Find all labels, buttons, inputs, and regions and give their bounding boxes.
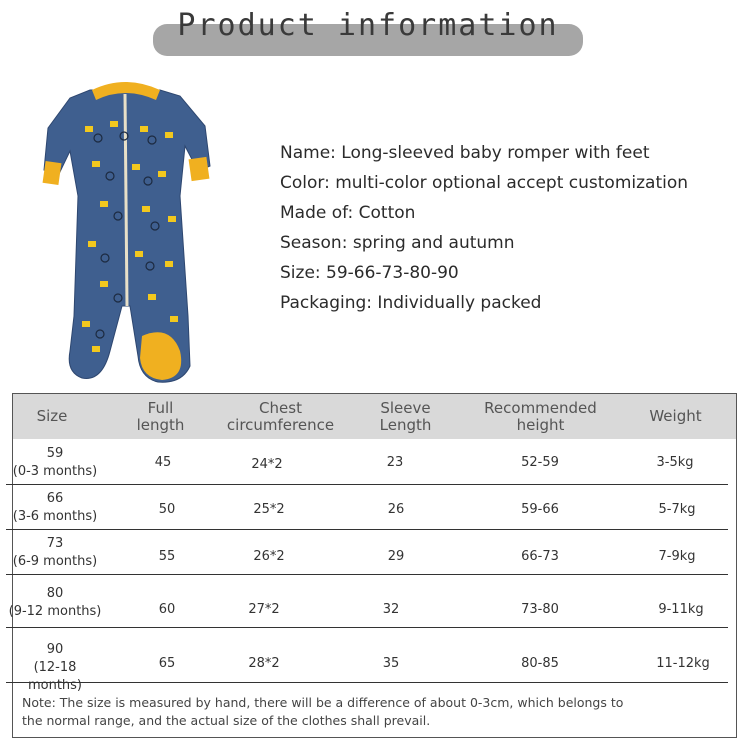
table-header (13, 394, 736, 439)
chest-value: 26*2 (253, 549, 285, 564)
chest-value: 24*2 (251, 457, 283, 472)
row-divider (6, 682, 728, 683)
header-weight: Weight (649, 407, 702, 425)
row-divider (6, 627, 728, 628)
height-value: 66-73 (521, 549, 559, 564)
spec-packaging: Packaging: Individually packed (280, 293, 542, 313)
sleeve-value: 35 (382, 656, 400, 671)
full-length-value: 50 (158, 502, 176, 517)
page-title: Product information (177, 8, 559, 43)
size-value: 66 (3-6 months) (12, 491, 98, 524)
weight-value: 9-11kg (658, 602, 704, 617)
size-value: 80 (9-12 months) (8, 586, 102, 619)
chest-value: 27*2 (248, 602, 280, 617)
sleeve-value: 29 (387, 549, 405, 564)
weight-value: 11-12kg (656, 656, 710, 671)
sleeve-value: 26 (387, 502, 405, 517)
header-full-length: Full length (136, 398, 185, 434)
height-value: 73-80 (521, 602, 559, 617)
size-value: 59 (0-3 months) (12, 446, 98, 479)
row-divider (6, 529, 728, 530)
sleeve-value: 23 (386, 455, 404, 470)
chest-value: 28*2 (248, 656, 280, 671)
size-note: Note: The size is measured by hand, there will be a difference of about 0-3cm, which belongs to the normal range, and the actual size of the clothes shall prevail. (22, 695, 624, 728)
product-specs (280, 140, 740, 320)
size-chart-table (12, 393, 737, 738)
size-value: 90 (12-18 months) (27, 642, 83, 693)
height-value: 80-85 (521, 656, 559, 671)
header-size: Size (36, 407, 68, 425)
baby-romper-image (30, 66, 220, 386)
height-value: 52-59 (521, 455, 559, 470)
spec-size: Size: 59-66-73-80-90 (280, 263, 459, 283)
full-length-value: 60 (158, 602, 176, 617)
weight-value: 7-9kg (658, 549, 696, 564)
header-chest: Chest circumference (226, 398, 335, 434)
header-sleeve: Sleeve Length (379, 398, 432, 434)
spec-color: Color: multi-color optional accept customization (280, 173, 689, 193)
spec-material: Made of: Cotton (280, 203, 416, 223)
weight-value: 5-7kg (658, 502, 696, 517)
spec-season: Season: spring and autumn (280, 233, 515, 253)
height-value: 59-66 (521, 502, 559, 517)
header-height: Recommended height (484, 398, 597, 434)
full-length-value: 55 (158, 549, 176, 564)
chest-value: 25*2 (253, 502, 285, 517)
row-divider (6, 574, 728, 575)
size-value: 73 (6-9 months) (12, 536, 98, 569)
weight-value: 3-5kg (656, 455, 694, 470)
full-length-value: 45 (154, 455, 172, 470)
sleeve-value: 32 (382, 602, 400, 617)
full-length-value: 65 (158, 656, 176, 671)
row-divider (6, 484, 728, 485)
spec-name: Name: Long-sleeved baby romper with feet (280, 143, 650, 163)
